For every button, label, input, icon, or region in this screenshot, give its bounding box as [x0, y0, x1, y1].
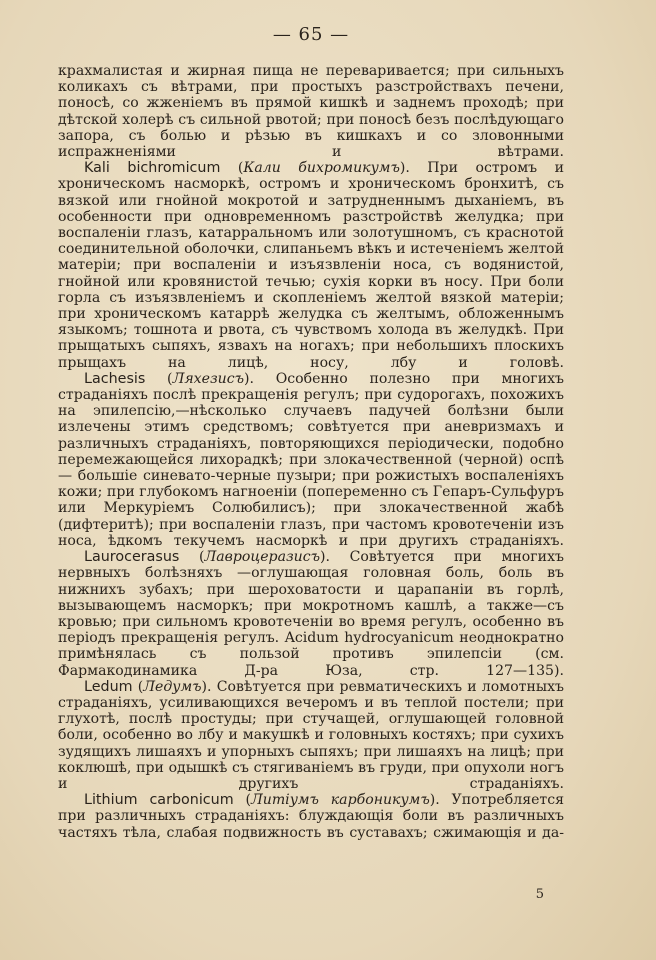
- entry-latin-name: Kali bichromicum: [84, 160, 221, 177]
- entry-ledum: Ledum (Ледумъ). Совѣтуется при ревматическихъ и ломотныхъ страданіяхъ, усиливающихся вечеромъ и въ теплой постели; при глухотѣ, послѣ простуды; при стучащей, оглушающей головной боли, особенно во лбу и макушкѣ и головныхъ костяхъ; при сухихъ зудящихъ лишаяхъ и упорныхъ сыпяхъ; при лишаяхъ на лицѣ; при коклюшѣ, при одышкѣ съ стягиваніемъ въ груди, при опухоли ногъ и другихъ страданіяхъ.: [58, 678, 564, 792]
- entry-text: . При остромъ и хроническомъ насморкѣ, остромъ и хроническомъ бронхитѣ, съ вязкой или гнойной мокротой и затрудненнымъ дыханіемъ, въ особенности при одновременномъ разстройствѣ желудка; при воспаленіи глазъ, катарральномъ или золотушномъ, съ краснотой соединительной оболочки, слипаньемъ вѣкъ и истеченіемъ желтой матеріи; при воспаленіи и изъязвленіи носа, съ водянистой, гнойной или кровянистой течью; сухія корки въ носу. При боли горла съ изъязвленіемъ и скопленіемъ желтой вязкой матеріи; при хроническомъ катаррѣ желудка съ желтымъ, обложеннымъ языкомъ; тошнота и рвота, съ чувствомъ холода въ желудкѣ. При прыщатыхъ сыпяхъ, язвахъ на ногахъ; при небольшихъ плоскихъ прыщахъ на лицѣ, носу, лбу и головѣ.: [58, 160, 564, 371]
- intro-paragraph: крахмалистая и жирная пища не переваривается; при сильныхъ коликахъ съ вѣтрами, при простыхъ разстройствахъ печени, поносѣ, со жженіемъ въ прямой кишкѣ и заднемъ проходѣ; при дѣтской холерѣ съ сильной рвотой; при поносѣ безъ послѣдующаго запора, съ болью и рѣзью въ кишкахъ и со зловонными испражненіями и вѣтрами.: [58, 63, 564, 161]
- entry-russian-name: Литіумъ карбоникумъ: [250, 792, 430, 809]
- entry-latin-name: Ledum: [84, 678, 133, 695]
- entry-lithium-carbonicum: Lithium carbonicum (Литіумъ карбоникумъ). Употребляется при различныхъ страданіяхъ: блуждающія боли въ различныхъ частяхъ тѣла, слабая подвижность въ суставахъ; сжимающія и да-: [58, 792, 565, 841]
- printer-signature-mark: 5: [535, 887, 544, 902]
- entry-latin-name: Lithium carbonicum: [84, 792, 234, 809]
- entry-text: . Особенно полезно при многихъ страданіяхъ послѣ прекращенія регулъ; при судорогахъ, похожихъ на эпилепсію,—нѣсколько случаевъ падучей болѣзни были излечены этимъ средствомъ; совѣтуется при аневризмахъ и различныхъ страданіяхъ, повторяющихся періодически, подобно перемежающейся лихорадкѣ; при злокачественной (черной) оспѣ — большіе синевато-черные пузыри; при рожистыхъ воспаленіяхъ кожи; при глубокомъ нагноеніи (попеременно съ Гепаръ-Сульфуръ или Меркуріемъ Солюбилисъ); при злокачественной жабѣ (дифтеритѣ); при воспаленіи глазъ, при частомъ кровотеченіи изъ носа, ѣдкомъ текучемъ насморкѣ и при другихъ страданіяхъ.: [58, 370, 564, 549]
- page-number: — 65 —: [272, 24, 350, 45]
- entry-laurocerasus: Laurocerasus (Лавроцеразисъ). Совѣтуется при многихъ нервныхъ болѣзняхъ —оглушающая головная боль, боль въ нижнихъ зубахъ; при шероховатости и царапаніи въ горлѣ, вызывающемъ насморкъ; при мокротномъ кашлѣ, а также—съ кровью; при сильномъ кровотеченіи во время регулъ, особенно въ періодъ прекращенія регулъ. Acidum hydrocyanicum неоднократно примѣнялась съ пользой противъ эпилепсіи (см. Фармакодинамика Д-ра Юза, стр. 127—135).: [58, 549, 564, 679]
- entry-text: . Совѣтуется при ревматическихъ и ломотныхъ страданіяхъ, усиливающихся вечеромъ и въ теплой постели; при глухотѣ, послѣ простуды; при стучащей, оглушающей головной боли, особенно во лбу и макушкѣ и головныхъ костяхъ; при сухихъ зудящихъ лишаяхъ и упорныхъ сыпяхъ; при лишаяхъ на лицѣ; при коклюшѣ, при одышкѣ съ стягиваніемъ въ груди, при опухоли ногъ и другихъ страданіяхъ.: [58, 678, 564, 792]
- entry-text: . Совѣтуется при многихъ нервныхъ болѣзняхъ —оглушающая головная боль, боль въ нижнихъ зубахъ; при шероховатости и царапаніи въ горлѣ, вызывающемъ насморкъ; при мокротномъ кашлѣ, а также—съ кровью; при сильномъ кровотеченіи во время регулъ, особенно въ періодъ прекращенія регулъ. Acidum hydrocyanicum неоднократно примѣнялась съ пользой противъ эпилепсіи (см. Фармакодинамика Д-ра Юза, стр. 127—135).: [58, 549, 564, 679]
- entry-kali-bichromicum: Kali bichromicum (Кали бихромикумъ). При остромъ и хроническомъ насморкѣ, остромъ и хроническомъ бронхитѣ, съ вязкой или гнойной мокротой и затрудненнымъ дыханіемъ, въ особенности при одновременномъ разстройствѣ желудка; при воспаленіи глазъ, катарральномъ или золотушномъ, съ краснотой соединительной оболочки, слипаньемъ вѣкъ и истеченіемъ желтой матеріи; при воспаленіи и изъязвленіи носа, съ водянистой, гнойной или кровянистой течью; сухія корки въ носу. При боли горла съ изъязвленіемъ и скопленіемъ желтой вязкой матеріи; при хроническомъ катаррѣ желудка съ желтымъ, обложеннымъ языкомъ; тошнота и рвота, съ чувствомъ холода въ желудкѣ. При прыщатыхъ сыпяхъ, язвахъ на ногахъ; при небольшихъ плоскихъ прыщахъ на лицѣ, носу, лбу и головѣ.: [58, 160, 564, 371]
- entry-text: . Употребляется при различныхъ страданіяхъ: блуждающія боли въ различныхъ частяхъ тѣла, слабая подвижность въ суставахъ; сжимающія и да-: [58, 792, 565, 841]
- entry-russian-name: Ляхезисъ: [172, 370, 244, 387]
- entry-russian-name: Лавроцеразисъ: [204, 549, 321, 566]
- entry-latin-name: Laurocerasus: [84, 549, 180, 566]
- entry-russian-name: Ледумъ: [143, 678, 202, 695]
- entry-russian-name: Кали бихромикумъ: [243, 160, 400, 177]
- entry-lachesis: Lachesis (Ляхезисъ). Особенно полезно при многихъ страданіяхъ послѣ прекращенія регулъ; при судорогахъ, похожихъ на эпилепсію,—нѣсколько случаевъ падучей болѣзни были излечены этимъ средствомъ; совѣтуется при аневризмахъ и различныхъ страданіяхъ, повторяющихся періодически, подобно перемежающейся лихорадкѣ; при злокачественной (черной) оспѣ — большіе синевато-черные пузыри; при рожистыхъ воспаленіяхъ кожи; при глубокомъ нагноеніи (попеременно съ Гепаръ-Сульфуръ или Меркуріемъ Солюбилисъ); при злокачественной жабѣ (дифтеритѣ); при воспаленіи глазъ, при частомъ кровотеченіи изъ носа, ѣдкомъ текучемъ насморкѣ и при другихъ страданіяхъ.: [58, 370, 564, 549]
- entry-latin-name: Lachesis: [84, 370, 146, 387]
